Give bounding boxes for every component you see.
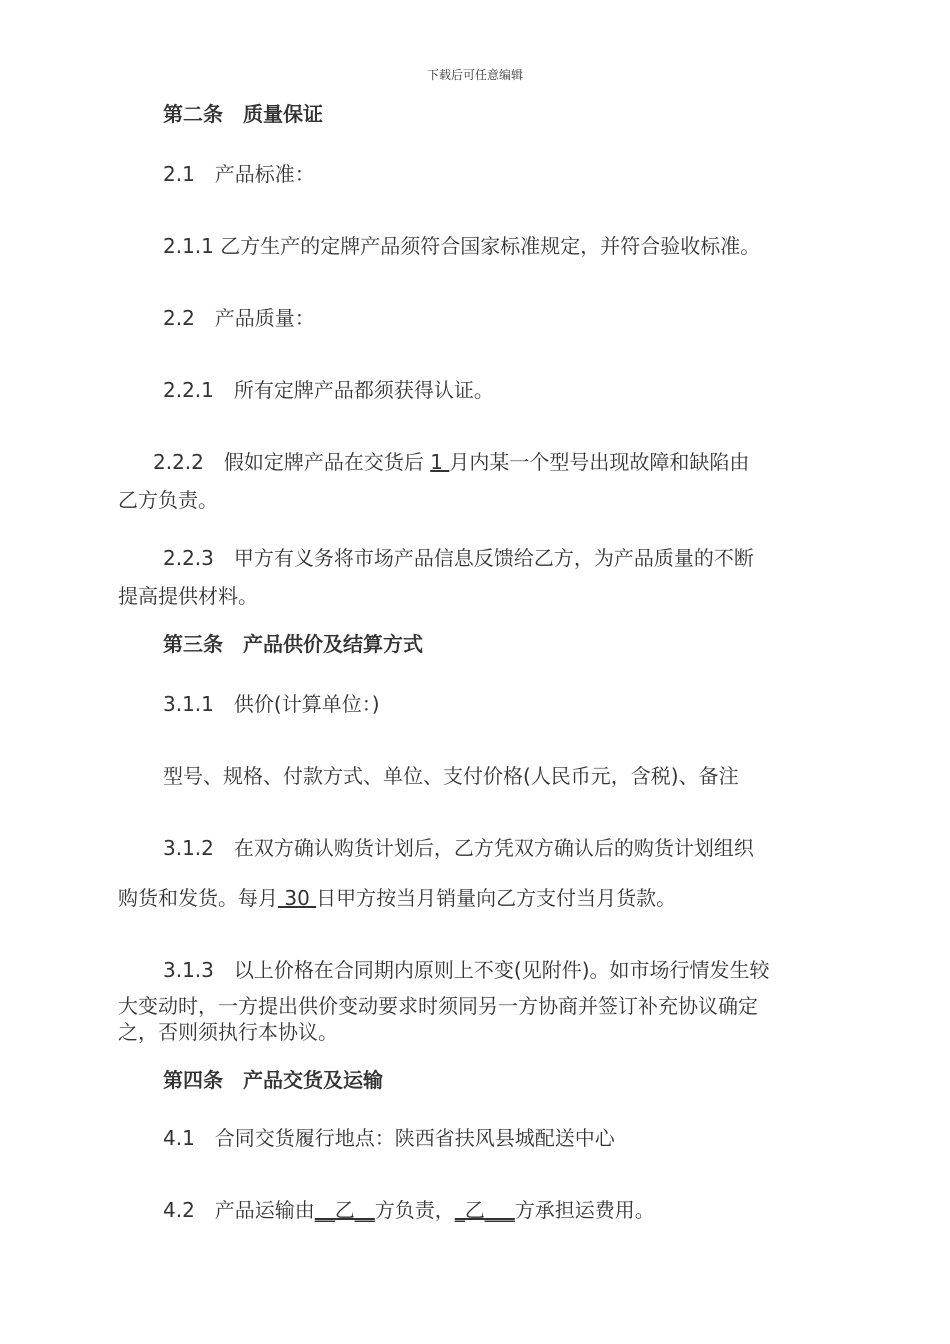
warranty-months-value: 1	[430, 450, 450, 474]
clause-3-1-3-line3: 之，否则须执行本协议。	[118, 1020, 338, 1044]
clause-3-1-1: 3.1.1 供价(计算单位：)	[163, 692, 380, 716]
clause-4-2	[163, 1198, 655, 1222]
clause-4-2-text-a: 4.2 产品运输由	[163, 1198, 315, 1222]
article-4-title: 第四条 产品交货及运输	[163, 1068, 383, 1092]
clause-3-1-3-line1: 3.1.3 以上价格在合同期内原则上不变(见附件)。如市场行情发生较	[163, 958, 770, 982]
clause-2-1-1: 2.1.1 乙方生产的定牌产品须符合国家标准规定，并符合验收标准。	[163, 234, 761, 258]
clause-2-2-2-line1	[153, 450, 749, 474]
clause-2-2-2-text-b: 月内某一个型号出现故障和缺陷由	[449, 450, 750, 474]
clause-2-2-2-line2: 乙方负责。	[118, 488, 218, 512]
clause-3-1-2-line2	[118, 886, 676, 910]
clause-3-1-2-text-b: 日甲方按当月销量向乙方支付当月货款。	[316, 886, 677, 910]
clause-4-1: 4.1 合同交货履行地点：陕西省扶风县城配送中心	[163, 1126, 615, 1150]
transport-party-value: __乙__	[314, 1198, 375, 1222]
freight-party-value: _乙___	[454, 1198, 515, 1222]
clause-2-1: 2.1 产品标准：	[163, 162, 315, 186]
payment-day-value: 30	[278, 886, 317, 910]
clause-2-2: 2.2 产品质量：	[163, 306, 315, 330]
clause-4-2-text-c: 方承担运费用。	[514, 1198, 655, 1222]
article-3-title: 第三条 产品供价及结算方式	[163, 632, 423, 656]
clause-3-1-2-text-a: 购货和发货。每月	[118, 886, 278, 910]
clause-3-1-2-line1: 3.1.2 在双方确认购货计划后，乙方凭双方确认后的购货计划组织	[163, 836, 754, 860]
price-table-columns: 型号、规格、付款方式、单位、支付价格(人民币元，含税)、备注	[163, 764, 739, 788]
clause-2-2-2-text-a: 2.2.2 假如定牌产品在交货后	[153, 450, 431, 474]
header-note: 下载后可任意编辑	[426, 68, 523, 82]
article-2-title: 第二条 质量保证	[163, 102, 323, 126]
clause-2-2-3-line2: 提高提供材料。	[118, 584, 258, 608]
clause-2-2-1: 2.2.1 所有定牌产品都须获得认证。	[163, 378, 494, 402]
clause-2-2-3-line1: 2.2.3 甲方有义务将市场产品信息反馈给乙方，为产品质量的不断	[163, 546, 754, 570]
clause-4-2-text-b: 方负责，	[374, 1198, 455, 1222]
clause-3-1-3-line2: 大变动时，一方提出供价变动要求时须同另一方协商并签订补充协议确定	[118, 994, 758, 1018]
